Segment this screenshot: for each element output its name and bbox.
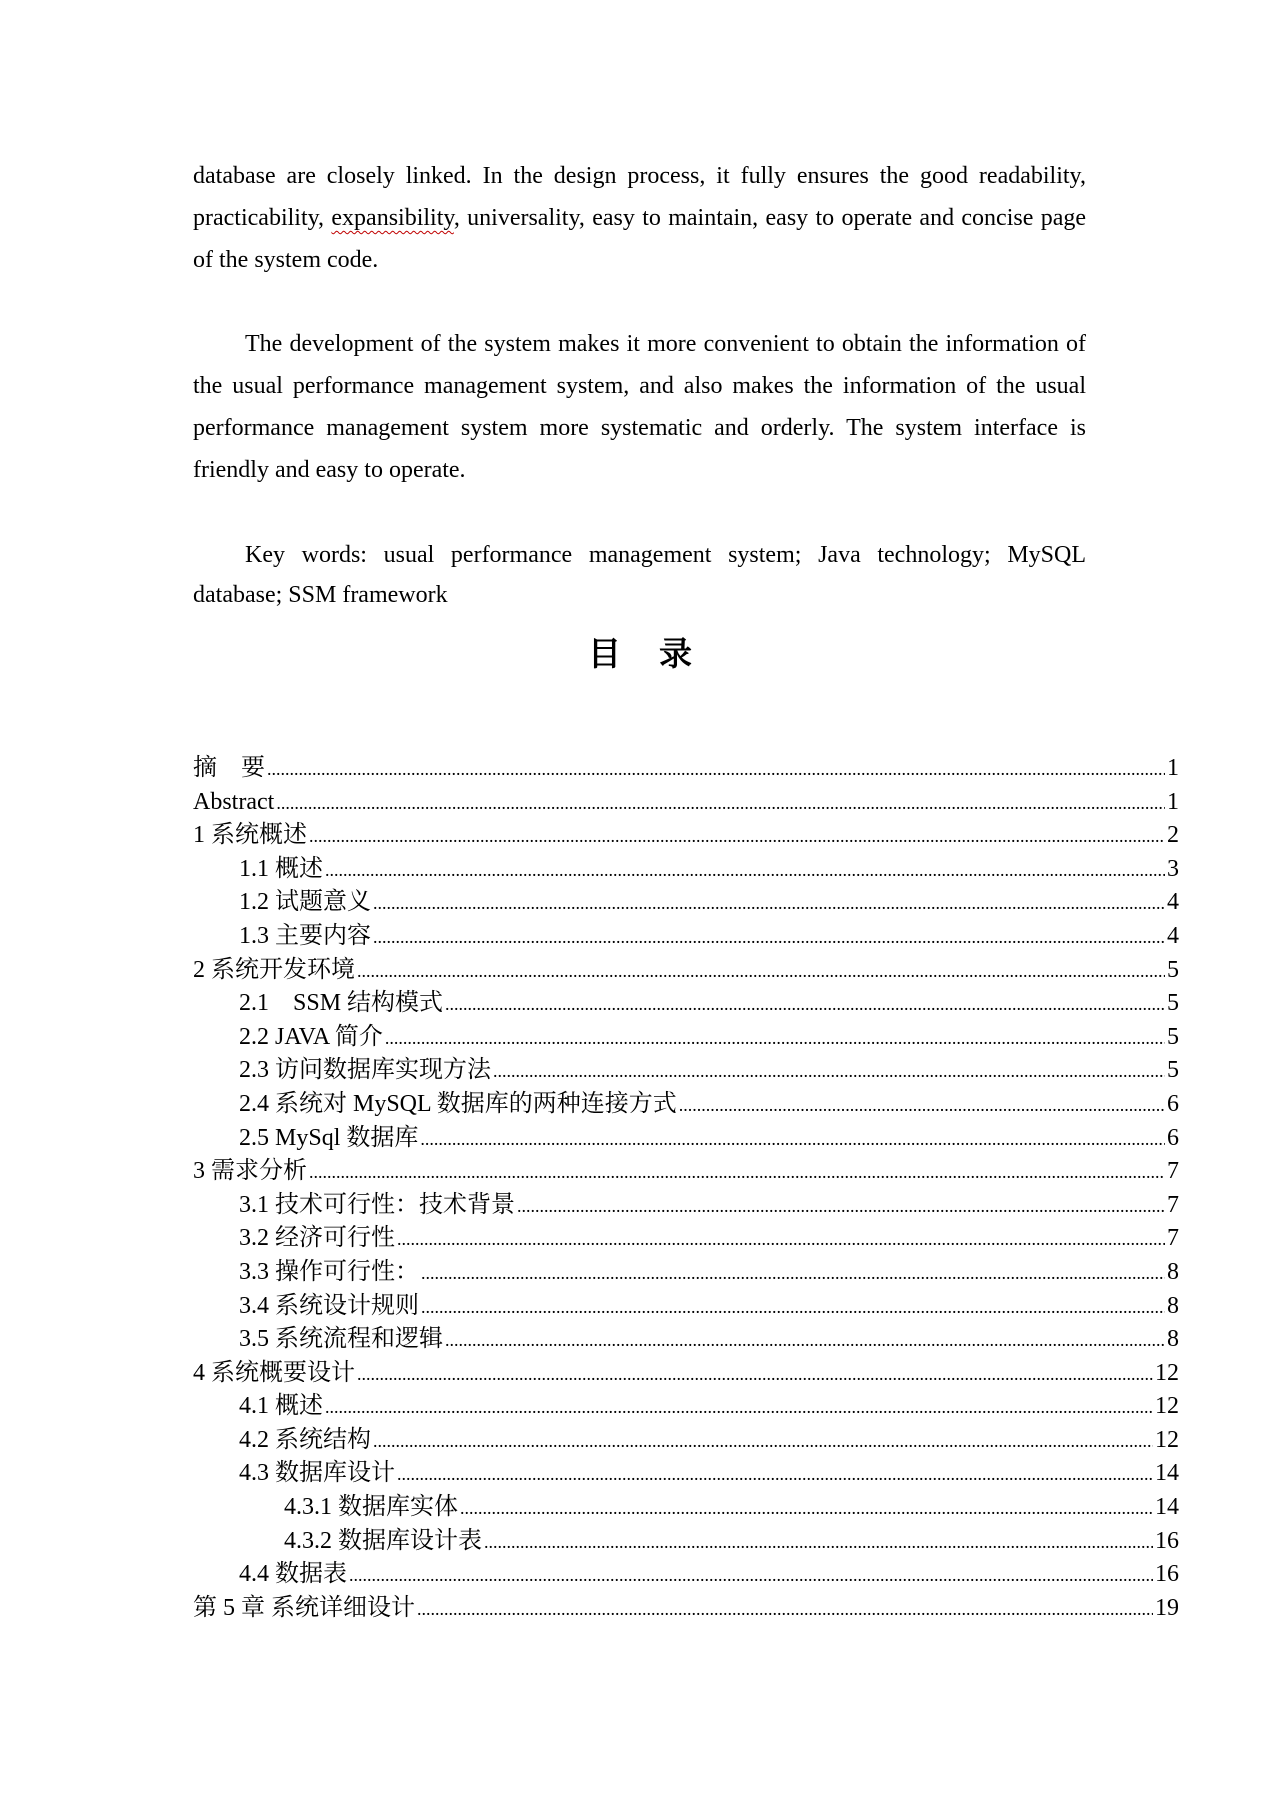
toc-entry[interactable] <box>193 1457 1179 1491</box>
toc-entry-page: 5 <box>1167 1057 1179 1084</box>
toc-entry-label: 3 需求分析 <box>193 1158 307 1185</box>
toc-entry-page: 6 <box>1167 1090 1179 1117</box>
toc-entry-label: 2.5 MySql 数据库 <box>239 1124 419 1151</box>
toc-entry[interactable] <box>193 1357 1179 1391</box>
toc-entry-label: 1 系统概述 <box>193 822 307 849</box>
toc-entry-page: 19 <box>1155 1594 1179 1621</box>
toc-entry[interactable] <box>193 1088 1179 1122</box>
toc-entry[interactable] <box>193 1256 1179 1290</box>
toc-leader-dots <box>309 1155 1165 1190</box>
toc-entry-label: 4.3 数据库设计 <box>239 1460 395 1487</box>
toc-entry-page: 8 <box>1167 1326 1179 1353</box>
toc-entry[interactable] <box>193 1054 1179 1088</box>
toc-entry-page: 5 <box>1167 956 1179 983</box>
toc-leader-dots <box>445 987 1165 1022</box>
toc-entry-page: 6 <box>1167 1124 1179 1151</box>
toc-entry-page: 4 <box>1167 922 1179 949</box>
toc-leader-dots <box>357 1357 1153 1392</box>
toc-entry-label: 1.2 试题意义 <box>239 889 371 916</box>
keywords-paragraph: Key words: usual performance management system; Java technology; MySQL database; SSM framework <box>193 542 1086 608</box>
toc-entry[interactable] <box>193 819 1179 853</box>
toc-leader-dots <box>373 1424 1153 1459</box>
toc-leader-dots <box>421 1256 1165 1291</box>
toc-leader-dots <box>484 1525 1153 1560</box>
toc-leader-dots <box>493 1054 1165 1089</box>
toc-entry[interactable] <box>193 1525 1179 1559</box>
toc-entry-page: 12 <box>1155 1359 1179 1386</box>
abstract-paragraph-2: The development of the system makes it more convenient to obtain the information of the usual performance management system, and also makes the information of the usual performance management system more systematic and orderly. The system interface is friendly and easy to operate. <box>193 331 1086 483</box>
paragraph-text: , universality, easy to maintain, easy to operate and concise page of the system code. <box>193 205 1086 273</box>
toc-entry-label: 第 5 章 系统详细设计 <box>193 1594 415 1621</box>
toc-entry[interactable] <box>193 1424 1179 1458</box>
toc-entry-page: 12 <box>1155 1393 1179 1420</box>
abstract-paragraph-1 <box>193 155 1086 281</box>
toc-leader-dots <box>276 786 1165 821</box>
toc-entry-page: 14 <box>1155 1460 1179 1487</box>
toc-entry-page: 3 <box>1167 855 1179 882</box>
toc-entry-label: 2.2 JAVA 简介 <box>239 1023 383 1050</box>
toc-leader-dots <box>397 1457 1153 1492</box>
toc-leader-dots <box>373 886 1165 921</box>
toc-entry-label: 3.3 操作可行性： <box>239 1258 419 1285</box>
toc-entry[interactable] <box>193 886 1179 920</box>
toc-entry[interactable] <box>193 1323 1179 1357</box>
toc-entry-page: 4 <box>1167 889 1179 916</box>
toc-entry-page: 1 <box>1167 755 1179 781</box>
toc-entry[interactable] <box>193 1290 1179 1324</box>
toc-entry-page: 16 <box>1155 1527 1179 1554</box>
toc-leader-dots <box>349 1558 1153 1593</box>
toc-entry-label: 2.1 SSM 结构模式 <box>239 990 444 1017</box>
table-of-contents <box>193 752 1179 1625</box>
toc-leader-dots <box>325 853 1165 888</box>
toc-entry-label: 1.1 概述 <box>239 855 323 882</box>
toc-leader-dots <box>420 1122 1165 1157</box>
toc-entry[interactable] <box>193 1122 1179 1156</box>
toc-entry-label: 4.3.2 数据库设计表 <box>284 1527 482 1554</box>
toc-entry[interactable] <box>193 987 1179 1021</box>
toc-entry[interactable] <box>193 1222 1179 1256</box>
toc-leader-dots <box>373 920 1165 955</box>
toc-entry-page: 12 <box>1155 1426 1179 1453</box>
toc-entry-label: 4.2 系统结构 <box>239 1426 371 1453</box>
toc-leader-dots <box>460 1491 1153 1526</box>
toc-leader-dots <box>309 819 1165 854</box>
toc-title: 目录 <box>588 634 730 673</box>
toc-entry[interactable] <box>193 853 1179 887</box>
toc-entry[interactable] <box>193 1592 1179 1626</box>
toc-entry-page: 8 <box>1167 1292 1179 1319</box>
toc-entry-label: 2.3 访问数据库实现方法 <box>239 1057 491 1084</box>
toc-entry-label: 3.4 系统设计规则 <box>239 1292 419 1319</box>
toc-entry-label: 3.5 系统流程和逻辑 <box>239 1326 443 1353</box>
toc-leader-dots <box>417 1592 1153 1627</box>
toc-entry[interactable] <box>193 752 1179 786</box>
toc-leader-dots <box>421 1290 1165 1325</box>
toc-entry[interactable] <box>193 786 1179 820</box>
toc-entry-page: 7 <box>1167 1158 1179 1185</box>
toc-leader-dots <box>325 1390 1153 1425</box>
toc-entry-label: 摘 要 <box>193 755 265 781</box>
spellcheck-flagged-word[interactable]: expansibility <box>331 205 454 231</box>
toc-entry[interactable] <box>193 920 1179 954</box>
toc-entry-page: 16 <box>1155 1561 1179 1588</box>
toc-entry-label: 4.1 概述 <box>239 1393 323 1420</box>
toc-leader-dots <box>267 752 1165 787</box>
toc-entry[interactable] <box>193 1390 1179 1424</box>
toc-leader-dots <box>679 1088 1165 1123</box>
toc-entry[interactable] <box>193 1558 1179 1592</box>
toc-entry-label: 3.2 经济可行性 <box>239 1225 395 1252</box>
toc-entry-label: Abstract <box>193 788 275 815</box>
toc-leader-dots <box>397 1222 1165 1257</box>
toc-entry[interactable] <box>193 1021 1179 1055</box>
toc-entry-page: 1 <box>1167 788 1179 815</box>
toc-entry-page: 8 <box>1167 1258 1179 1285</box>
toc-entry[interactable] <box>193 954 1179 988</box>
toc-entry-page: 14 <box>1155 1494 1179 1521</box>
toc-entry[interactable] <box>193 1189 1179 1223</box>
toc-entry-label: 1.3 主要内容 <box>239 922 371 949</box>
toc-entry-label: 4 系统概要设计 <box>193 1359 355 1386</box>
toc-entry-page: 7 <box>1167 1191 1179 1218</box>
toc-entry[interactable] <box>193 1155 1179 1189</box>
toc-entry-label: 4.4 数据表 <box>239 1561 347 1588</box>
toc-entry-page: 5 <box>1167 990 1179 1017</box>
toc-entry-label: 2 系统开发环境 <box>193 956 355 983</box>
toc-leader-dots <box>385 1021 1165 1056</box>
toc-entry-page: 2 <box>1167 822 1179 849</box>
toc-leader-dots <box>517 1189 1165 1224</box>
toc-entry-page: 7 <box>1167 1225 1179 1252</box>
paragraph-text: database are closely linked. In the design process, it fully ensures the good readability, practicability, <box>193 163 1086 231</box>
toc-entry-page: 5 <box>1167 1023 1179 1050</box>
toc-leader-dots <box>357 954 1165 989</box>
toc-leader-dots <box>445 1323 1165 1358</box>
toc-entry[interactable] <box>193 1491 1179 1525</box>
toc-entry-label: 2.4 系统对 MySQL 数据库的两种连接方式 <box>239 1090 677 1117</box>
toc-entry-label: 4.3.1 数据库实体 <box>284 1494 458 1521</box>
toc-entry-label: 3.1 技术可行性：技术背景 <box>239 1191 515 1218</box>
